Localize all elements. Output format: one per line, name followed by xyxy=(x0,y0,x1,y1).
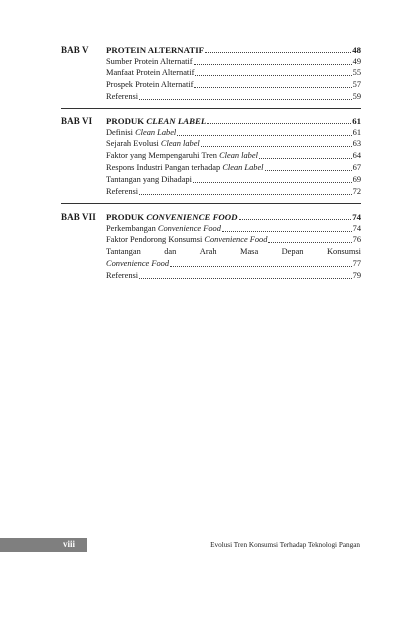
page-number: 64 xyxy=(352,151,361,160)
dot-leader xyxy=(170,266,352,267)
dot-leader xyxy=(193,182,352,183)
entry-title: Respons Industri Pangan terhadap Clean Label xyxy=(106,163,264,172)
entry-title: Perkembangan Convenience Food xyxy=(106,224,221,233)
entry-title: Referensi xyxy=(106,271,139,280)
dot-leader xyxy=(259,158,352,159)
entry-title: Referensi xyxy=(106,92,139,101)
chapter-title-line[interactable] xyxy=(106,212,361,222)
dot-leader xyxy=(205,52,351,53)
entry-title: Prospek Protein Alternatif xyxy=(106,80,194,89)
chapter-title: PROTEIN ALTERNATIF xyxy=(106,45,205,55)
toc-entry[interactable] xyxy=(106,271,361,281)
entry-title: Faktor Pendorong Konsumsi Convenience Food xyxy=(106,235,268,244)
page-number: 61 xyxy=(352,128,361,137)
page-number: 69 xyxy=(352,175,361,184)
entry-title: Convenience Food xyxy=(106,259,170,268)
chapter-title-line[interactable] xyxy=(106,45,361,55)
page-number: 74 xyxy=(352,224,361,233)
toc-entry[interactable] xyxy=(106,139,361,149)
dot-leader xyxy=(195,75,351,76)
entry-title: Sejarah Evolusi Clean label xyxy=(106,139,200,148)
toc-entry[interactable] xyxy=(106,235,361,245)
dot-leader xyxy=(222,231,352,232)
wrap-word: Masa xyxy=(240,247,259,256)
toc-entry[interactable] xyxy=(106,80,361,90)
toc-entry[interactable] xyxy=(106,259,361,269)
chapter-label: BAB V xyxy=(61,45,89,55)
entry-title: Definisi Clean Label xyxy=(106,128,177,137)
toc-entry[interactable] xyxy=(106,68,361,78)
chapter-divider xyxy=(61,203,361,204)
wrap-word: Konsumsi xyxy=(326,247,361,256)
dot-leader xyxy=(239,219,352,220)
dot-leader xyxy=(265,170,352,171)
wrap-word: Arah xyxy=(199,247,217,256)
dot-leader xyxy=(139,99,352,100)
page-number: 61 xyxy=(352,116,361,126)
page-number: 48 xyxy=(352,45,361,55)
toc-entry[interactable] xyxy=(106,57,361,67)
entry-title: Sumber Protein Alternatif xyxy=(106,57,193,66)
page-number: 55 xyxy=(352,68,361,77)
page-number: 59 xyxy=(352,92,361,101)
dot-leader xyxy=(139,194,352,195)
footer-book-title: Evolusi Tren Konsumsi Terhadap Teknologi Pangan xyxy=(210,541,360,549)
wrap-word: Depan xyxy=(281,247,304,256)
dot-leader xyxy=(207,123,351,124)
chapter-divider xyxy=(61,108,361,109)
toc-entry[interactable] xyxy=(106,187,361,197)
entry-title: Faktor yang Mempengaruhi Tren Clean label xyxy=(106,151,258,160)
page-number: 74 xyxy=(352,212,361,222)
chapter-title-line[interactable] xyxy=(106,116,361,126)
page-number: 76 xyxy=(352,235,361,244)
dot-leader xyxy=(194,87,351,88)
dot-leader xyxy=(268,242,351,243)
page-number: 49 xyxy=(352,57,361,66)
toc-entry[interactable] xyxy=(106,175,361,185)
page-number: 72 xyxy=(352,187,361,196)
page-number: 77 xyxy=(352,259,361,268)
chapter-title: PRODUK CLEAN LABEL xyxy=(106,116,207,126)
chapter-label: BAB VI xyxy=(61,116,93,126)
page-number: 79 xyxy=(352,271,361,280)
dot-leader xyxy=(177,135,351,136)
wrap-word: Tantangan xyxy=(106,247,141,256)
page-number: 57 xyxy=(352,80,361,89)
page-number: 67 xyxy=(352,163,361,172)
toc-entry[interactable] xyxy=(106,224,361,234)
toc-entry[interactable] xyxy=(106,163,361,173)
entry-title: Tantangan yang Dihadapi xyxy=(106,175,192,184)
wrap-word: dan xyxy=(164,247,177,256)
dot-leader xyxy=(194,64,352,65)
entry-title: Manfaat Protein Alternatif xyxy=(106,68,195,77)
entry-title: Referensi xyxy=(106,187,139,196)
footer-page-number: viii xyxy=(63,539,76,549)
toc-entry[interactable] xyxy=(106,92,361,102)
dot-leader xyxy=(201,146,352,147)
chapter-title: PRODUK CONVENIENCE FOOD xyxy=(106,212,238,222)
page-number: 63 xyxy=(352,139,361,148)
chapter-label: BAB VII xyxy=(61,212,96,222)
toc-entry-wrapped-first-line[interactable] xyxy=(106,247,361,257)
toc-entry[interactable] xyxy=(106,128,361,138)
dot-leader xyxy=(139,278,352,279)
toc-entry[interactable] xyxy=(106,151,361,161)
